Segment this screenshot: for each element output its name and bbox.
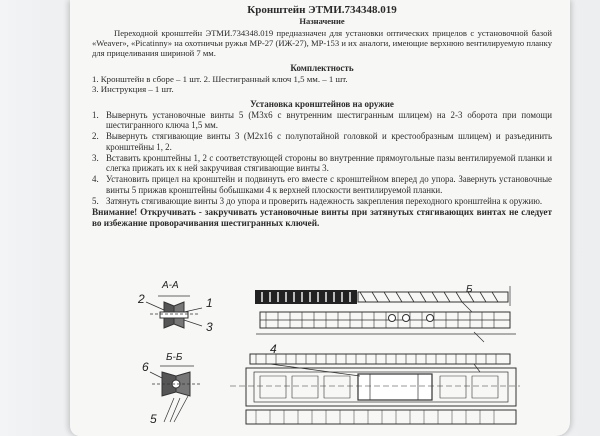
- step-item: [92, 131, 552, 152]
- technical-drawings: [70, 272, 570, 436]
- step-number: 1.: [92, 109, 99, 120]
- sheet-title: Кронштейн ЭТМИ.734348.019: [247, 4, 397, 16]
- step-number: 2.: [92, 131, 99, 142]
- step-text: Установить прицел на кронштейн и подвинуть его вместе с кронштейном вперед до упора. Завернуть установочные винты 5 прижав кронштейны бобышками 4 к верхней плоскости вентилируемой планки.: [106, 174, 552, 195]
- step-text: Вставить кронштейны 1, 2 с соответствующей стороны во внутренние прямоугольные пазы вентилируемой планки и слегка прижать их к ней закручивая стягивающие винты 3.: [106, 152, 552, 174]
- section-aa-drawing: [146, 296, 202, 328]
- step-item: [92, 110, 552, 131]
- rail-side-view: [256, 302, 516, 342]
- step-item: [92, 196, 552, 206]
- section-bb-drawing: [150, 366, 200, 422]
- kit-line-2: 3. Инструкция – 1 шт.: [92, 84, 174, 95]
- purpose-heading: Назначение: [299, 16, 345, 26]
- callout-label-5: 5: [150, 412, 157, 426]
- warning-note: Внимание! Откручивать - закручивать установочные винты при затянутых стягивающих винтах не следует во избежание проворачивания шестигранных ключей.: [92, 207, 552, 228]
- step-text: Затянуть стягивающие винты 3 до упора и проверить надежность закрепления переходного кронштейна к оружию.: [106, 195, 543, 206]
- section-bb-label: Б-Б: [166, 352, 183, 363]
- callout-label-2: 2: [138, 292, 145, 306]
- instruction-sheet: [70, 0, 570, 436]
- step-number: 3.: [92, 152, 99, 163]
- step-text: Вывернуть установочные винты 5 (М3х6 с внутренним шестигранным шлицем) на 2-3 оборота при помощи шестигранного ключа 1,5 мм.: [106, 109, 552, 130]
- step-item: [92, 153, 552, 174]
- callout-label-4: 4: [270, 342, 277, 356]
- install-steps: [92, 110, 552, 207]
- section-aa-label: А-А: [162, 280, 179, 291]
- step-text: Вывернуть стягивающие винты 3 (М2х16 с полупотайной головкой и крестообразным шлицем) и разъединить кронштейны 1, 2.: [106, 131, 552, 152]
- step-item: [92, 174, 552, 195]
- sheet-text: [92, 4, 552, 228]
- kit-heading: Комплектность: [290, 62, 354, 73]
- step-number: 5.: [92, 195, 99, 206]
- install-heading: Установка кронштейнов на оружие: [250, 98, 394, 109]
- purpose-paragraph: Переходной кронштейн ЭТМИ.734348.019 предназначен для установки оптических прицелов с установочной базой «Weaver», «Picatinny» на охотничьи ружья МР-27 (ИЖ-27), МР-153 и их аналоги, имеющие верхнюю вентилируемую планку для прицеливания шириной 7 мм.: [92, 28, 552, 59]
- step-number: 4.: [92, 174, 99, 185]
- vented-rib-view: [230, 354, 520, 424]
- section-b-marker: Б: [466, 284, 473, 295]
- callout-label-1: 1: [206, 296, 213, 310]
- callout-label-6: 6: [142, 360, 149, 374]
- drawing-canvas: [70, 272, 570, 436]
- kit-line-1: 1. Кронштейн в сборе – 1 шт. 2. Шестигранный ключ 1,5 мм. – 1 шт.: [92, 73, 348, 84]
- callout-label-3: 3: [206, 320, 213, 334]
